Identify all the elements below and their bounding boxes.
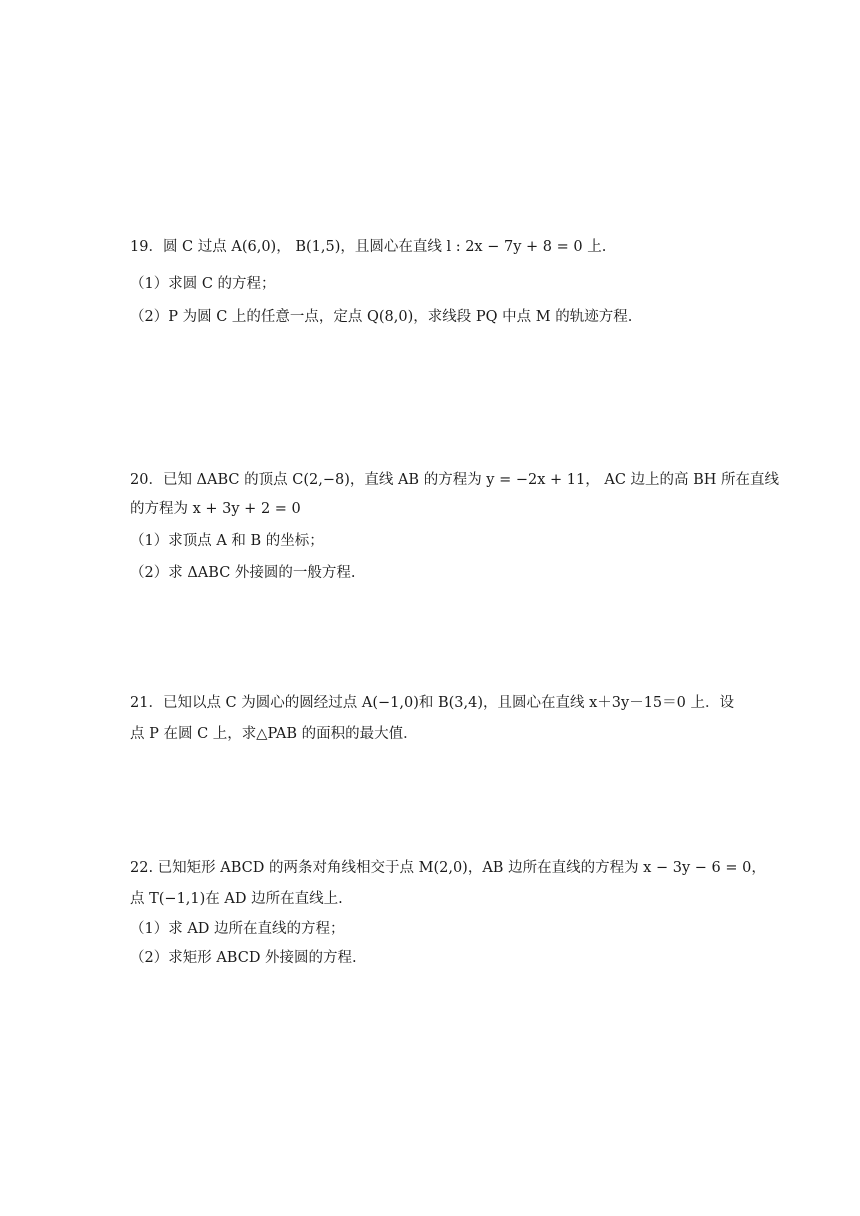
problem-20-part-1: （1）求顶点 A 和 B 的坐标； (130, 533, 324, 549)
problem-20-stem-line-2: 的方程为 x + 3y + 2 = 0 (130, 501, 301, 517)
problem-20-part-2: （2）求 ΔABC 外接圆的一般方程. (130, 565, 356, 581)
problem-22-stem-line-1: 22. 已知矩形 ABCD 的两条对角线相交于点 M(2,0)，AB 边所在直线的方程为 x − 3y − 6 = 0， (130, 860, 766, 876)
problem-19-stem: 19．圆 C 过点 A(6,0)， B(1,5)，且圆心在直线 l : 2x − 7y + 8 = 0 上. (130, 239, 607, 255)
problem-22-stem-line-2: 点 T(−1,1)在 AD 边所在直线上. (130, 891, 343, 907)
problem-20-stem-line-1: 20．已知 ΔABC 的顶点 C(2,−8)，直线 AB 的方程为 y = −2x + 11， AC 边上的高 BH 所在直线 (130, 472, 780, 488)
problem-22-part-1: （1）求 AD 边所在直线的方程； (130, 921, 345, 937)
problem-22-part-2: （2）求矩形 ABCD 外接圆的方程. (130, 950, 357, 966)
problem-21-stem-line-2: 点 P 在圆 C 上，求△PAB 的面积的最大值． (130, 726, 418, 742)
problem-19-part-2: （2）P 为圆 C 上的任意一点，定点 Q(8,0)，求线段 PQ 中点 M 的轨迹方程. (130, 309, 633, 325)
problem-21-stem-line-1: 21．已知以点 C 为圆心的圆经过点 A(−1,0)和 B(3,4)，且圆心在直线 x＋3y－15＝0 上．设 (130, 695, 734, 711)
problem-19-part-1: （1）求圆 C 的方程； (130, 276, 276, 292)
